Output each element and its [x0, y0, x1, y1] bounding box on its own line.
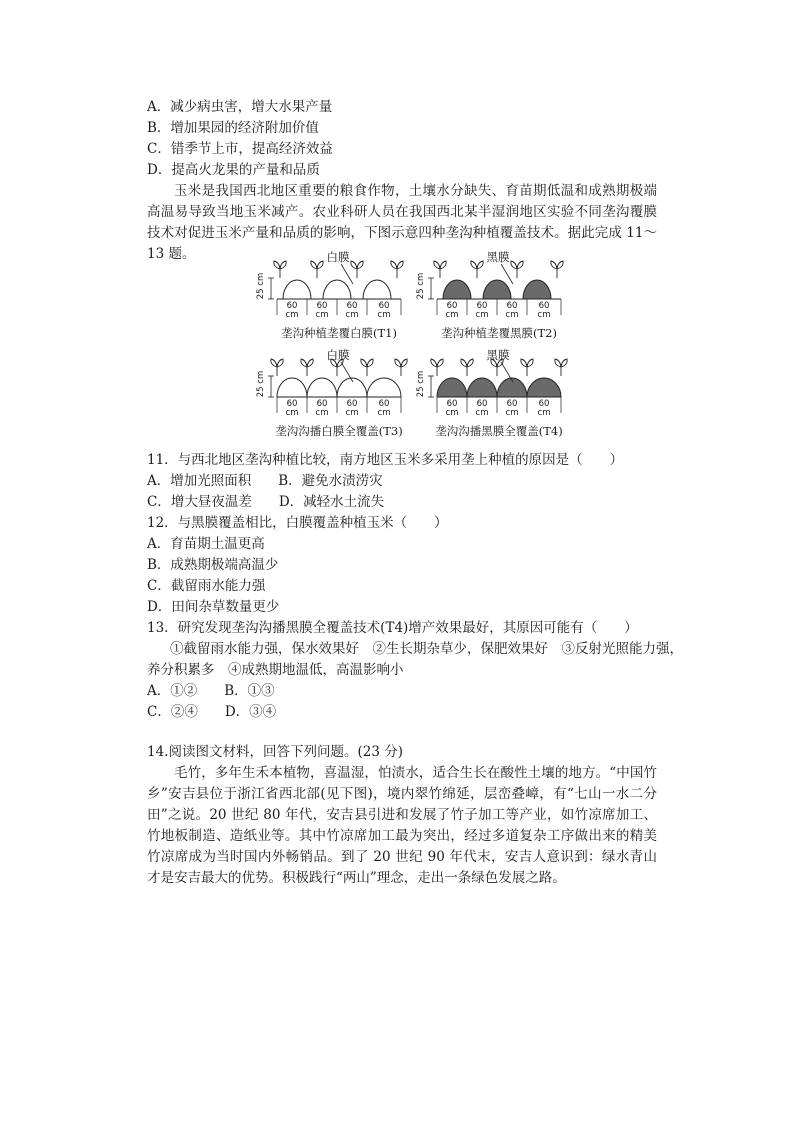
panel-1-width-value-1: 60	[286, 301, 298, 311]
panel-2-plant-4-leaf-left	[551, 261, 557, 269]
panel-4-plant-1-leaf-right	[437, 359, 443, 367]
q12-stem: 12．与黑膜覆盖相比，白膜覆盖种植玉米（ ）	[147, 515, 448, 531]
panel-2-width-unit-2: cm	[475, 310, 489, 320]
panel-3-plant-5-leaf-right	[401, 359, 407, 367]
panel-1-plant-1-leaf-right	[280, 261, 286, 269]
panel-1-ridge-1	[283, 280, 311, 299]
panel-1-width-value-2: 60	[316, 301, 328, 311]
panel-1-plant-3-leaf-right	[357, 261, 363, 269]
q11-options-row2: C．增大昼夜温差 D．减轻水土流失	[147, 494, 385, 510]
panel-2-plant-3-leaf-left	[511, 261, 517, 269]
q12-option-c: C．截留雨水能力强	[147, 578, 266, 594]
q12-option-a: A．育苗期土温更高	[147, 536, 265, 552]
q14-paragraph: 毛竹，多年生禾本植物，喜温湿，怕渍水，适合生长在酸性土壤的地方。“中国竹乡”安吉县位于浙江省西北部(见下图)，境内翠竹绵延，层峦叠嶂，有“七山一水二分田”之说。20 世纪 80 年代，安吉县引进和发展了竹子加工等产业，如竹凉席加工、竹地板制造、造纸业等。其中竹凉席加工最为突出，经过多道复杂工序做出来的精美竹凉席成为当时国内外畅销品。到了 20 世纪 90 年代末，安吉人意识到：绿水青山才是安吉最大的优势。积极践行“两山”理念，走出一条绿色发展之路。	[147, 765, 657, 886]
panel-3-plant-4-leaf-left	[361, 359, 367, 367]
panel-1-plant-2-leaf-left	[311, 261, 317, 269]
panel-2-width-value-2: 60	[476, 301, 488, 311]
panel-3-plant-2-leaf-left	[301, 359, 307, 367]
panel-1-width-unit-1: cm	[285, 310, 299, 320]
panel-2-ridge-3	[523, 280, 551, 299]
panel-3-plant-1-leaf-right	[277, 359, 283, 367]
q13-options-row2: C．②④ D．③④	[147, 704, 277, 720]
panel-1-height-label: 25 cm	[256, 272, 266, 300]
ridge-furrow-diagram	[255, 250, 575, 445]
panel-3-width-unit-3: cm	[345, 408, 359, 418]
panel-1-width-unit-2: cm	[315, 310, 329, 320]
panel-2-width-value-3: 60	[506, 301, 518, 311]
q13-statements-line2: 养分积累多 ④成熟期地温低，高温影响小	[147, 662, 404, 678]
panel-3-caption: 垄沟沟播白膜全覆盖(T3)	[275, 424, 403, 438]
panel-2-ridge-2	[483, 280, 511, 299]
panel-4-width-value-3: 60	[506, 399, 518, 409]
panel-3-width-unit-1: cm	[285, 408, 299, 418]
panel-1-width-unit-4: cm	[377, 310, 391, 320]
q12-option-d: D．田间杂草数量更少	[147, 599, 280, 615]
panel-4-width-value-1: 60	[446, 399, 458, 409]
panel-3-plant-1-leaf-left	[271, 359, 277, 367]
panel-4-film-label: 黑膜	[486, 348, 510, 362]
panel-1-plant-2-leaf-right	[317, 261, 323, 269]
panel-1-width-value-4: 60	[378, 301, 390, 311]
panel-3-ridge-1	[277, 378, 307, 397]
panel-1-film-pointer	[341, 264, 353, 284]
panel-4-plant-5-leaf-left	[555, 359, 561, 367]
panel-2-width-unit-3: cm	[505, 310, 519, 320]
intro-paragraph: 玉米是我国西北地区重要的粮食作物，土壤水分缺失、育苗期低温和成熟期极端高温易导致当地玉米减产。农业科研人员在我国西北某半湿润地区实验不同垄沟覆膜技术对促进玉米产量和品质的影响，下图示意四种垄沟种植覆盖技术。据此完成 11～13 题。	[147, 183, 657, 262]
panel-2-plant-2-leaf-right	[477, 261, 483, 269]
panel-1-caption: 垄沟种植垄覆白膜(T1)	[281, 326, 397, 340]
panel-2-plant-4-leaf-right	[557, 261, 563, 269]
panel-1-ridge-2	[323, 280, 351, 299]
panel-1-film-label: 白膜	[326, 250, 350, 264]
panel-3-height-label: 25 cm	[256, 370, 266, 398]
panel-4-plant-4-leaf-right	[527, 359, 533, 367]
panel-4-ridge-4	[527, 378, 561, 397]
q11-stem: 11．与西北地区垄沟种植比较，南方地区玉米多采用垄上种植的原因是（ ）	[147, 452, 624, 468]
panel-3-width-value-3: 60	[346, 399, 358, 409]
panel-4-width-unit-2: cm	[475, 408, 489, 418]
panel-2-plant-1-leaf-right	[440, 261, 446, 269]
panel-3-width-value-4: 60	[378, 399, 390, 409]
panel-1-plant-1-leaf-left	[274, 261, 280, 269]
q10-option-c: C．错季节上市，提高经济效益	[147, 141, 333, 157]
panel-1-width-unit-3: cm	[345, 310, 359, 320]
panel-4-width-unit-3: cm	[505, 408, 519, 418]
panel-4-width-unit-1: cm	[445, 408, 459, 418]
panel-2-ridge-1	[443, 280, 471, 299]
panel-2-width-unit-1: cm	[445, 310, 459, 320]
panel-3-plant-2-leaf-right	[307, 359, 313, 367]
panel-2-plant-1-leaf-left	[434, 261, 440, 269]
q14-stem: 14.阅读图文材料，回答下列问题。(23 分)	[147, 744, 403, 760]
panel-1-width-value-3: 60	[346, 301, 358, 311]
panel-4-height-label: 25 cm	[416, 370, 426, 398]
panel-2-plant-2-leaf-left	[471, 261, 477, 269]
q13-statements-line1: ①截留雨水能力强，保水效果好 ②生长期杂草少，保肥效果好 ③反射光照能力强，	[170, 641, 683, 657]
panel-4-ridge-1	[437, 378, 467, 397]
panel-3-width-unit-2: cm	[315, 408, 329, 418]
panel-3-plant-4-leaf-right	[367, 359, 373, 367]
panel-2-width-unit-4: cm	[537, 310, 551, 320]
q10-option-b: B．增加果园的经济附加价值	[147, 120, 319, 136]
panel-4-width-value-4: 60	[538, 399, 550, 409]
panel-1-ridge-3	[363, 280, 391, 299]
panel-4-plant-2-leaf-right	[467, 359, 473, 367]
panel-3-film-label: 白膜	[326, 348, 350, 362]
panel-2-film-label: 黑膜	[486, 250, 510, 264]
panel-2-plant-3-leaf-right	[517, 261, 523, 269]
panel-3-ridge-4	[367, 378, 401, 397]
panel-3-ridge-2	[307, 378, 337, 397]
panel-2-film-pointer	[501, 264, 513, 284]
panel-2-caption: 垄沟种植垄覆黑膜(T2)	[441, 326, 557, 340]
panel-4-plant-1-leaf-left	[431, 359, 437, 367]
ridge-furrow-figure	[255, 250, 575, 445]
panel-3-width-value-1: 60	[286, 399, 298, 409]
q13-stem: 13．研究发现垄沟沟播黑膜全覆盖技术(T4)增产效果最好，其原因可能有（ ）	[147, 620, 638, 636]
q12-option-b: B．成熟期极端高温少	[147, 557, 279, 573]
q13-options-row1: A．①② B．①③	[147, 683, 275, 699]
panel-3-width-value-2: 60	[316, 399, 328, 409]
panel-1-plant-4-leaf-left	[391, 261, 397, 269]
panel-3-width-unit-4: cm	[377, 408, 391, 418]
panel-4-ridge-2	[467, 378, 497, 397]
panel-4-plant-2-leaf-left	[461, 359, 467, 367]
panel-3-plant-5-leaf-left	[395, 359, 401, 367]
q10-option-d: D．提高火龙果的产量和品质	[147, 162, 320, 178]
q11-options-row1: A．增加光照面积 B．避免水渍涝灾	[147, 473, 383, 489]
panel-4-plant-5-leaf-right	[561, 359, 567, 367]
panel-2-width-value-1: 60	[446, 301, 458, 311]
panel-4-caption: 垄沟沟播黑膜全覆盖(T4)	[435, 424, 563, 438]
panel-1-plant-4-leaf-right	[397, 261, 403, 269]
q10-option-a: A．减少病虫害，增大水果产量	[147, 99, 333, 115]
panel-2-width-value-4: 60	[538, 301, 550, 311]
panel-2-height-label: 25 cm	[416, 272, 426, 300]
panel-4-width-unit-4: cm	[537, 408, 551, 418]
panel-1-plant-3-leaf-left	[351, 261, 357, 269]
panel-4-width-value-2: 60	[476, 399, 488, 409]
panel-4-plant-4-leaf-left	[521, 359, 527, 367]
